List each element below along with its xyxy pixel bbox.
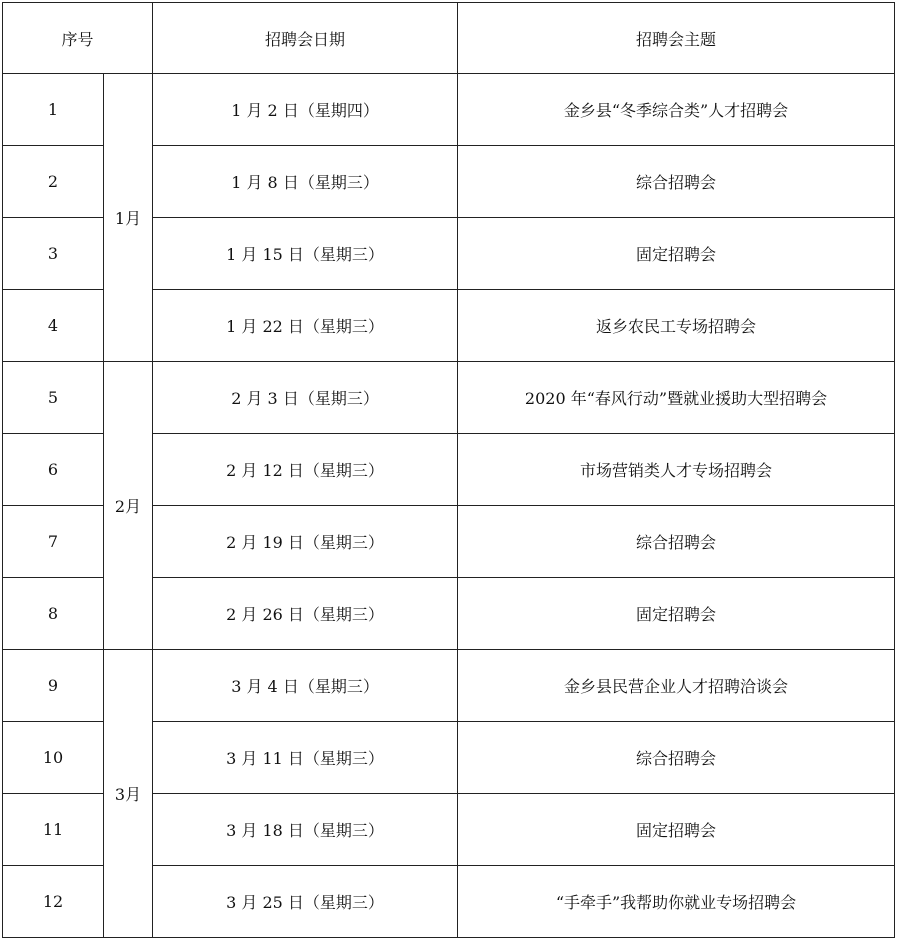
row-date: 2 月 3 日（星期三）: [153, 362, 458, 434]
row-theme: 综合招聘会: [458, 722, 895, 794]
row-theme: 固定招聘会: [458, 218, 895, 290]
row-theme: 综合招聘会: [458, 506, 895, 578]
row-number: 1: [3, 74, 104, 146]
row-number: 6: [3, 434, 104, 506]
row-number: 5: [3, 362, 104, 434]
row-theme: 返乡农民工专场招聘会: [458, 290, 895, 362]
row-number: 12: [3, 866, 104, 938]
row-theme: “手牵手”我帮助你就业专场招聘会: [458, 866, 895, 938]
row-date: 1 月 8 日（星期三）: [153, 146, 458, 218]
row-number: 9: [3, 650, 104, 722]
table-row: [3, 650, 895, 722]
row-number: 7: [3, 506, 104, 578]
row-number: 11: [3, 794, 104, 866]
row-date: 3 月 4 日（星期三）: [153, 650, 458, 722]
row-date: 3 月 11 日（星期三）: [153, 722, 458, 794]
row-date: 2 月 26 日（星期三）: [153, 578, 458, 650]
row-number: 8: [3, 578, 104, 650]
row-theme: 市场营销类人才专场招聘会: [458, 434, 895, 506]
row-date: 1 月 2 日（星期四）: [153, 74, 458, 146]
job-fair-schedule-table: [2, 2, 895, 938]
row-theme: 金乡县民营企业人才招聘洽谈会: [458, 650, 895, 722]
row-date: 3 月 25 日（星期三）: [153, 866, 458, 938]
month-cell: 1月: [104, 74, 153, 362]
row-date: 1 月 22 日（星期三）: [153, 290, 458, 362]
row-date: 3 月 18 日（星期三）: [153, 794, 458, 866]
row-number: 10: [3, 722, 104, 794]
row-theme: 金乡县“冬季综合类”人才招聘会: [458, 74, 895, 146]
row-date: 2 月 19 日（星期三）: [153, 506, 458, 578]
month-cell: 3月: [104, 650, 153, 938]
row-theme: 固定招聘会: [458, 578, 895, 650]
header-date: 招聘会日期: [153, 3, 458, 74]
row-number: 2: [3, 146, 104, 218]
row-date: 1 月 15 日（星期三）: [153, 218, 458, 290]
month-cell: 2月: [104, 362, 153, 650]
row-date: 2 月 12 日（星期三）: [153, 434, 458, 506]
row-theme: 2020 年“春风行动”暨就业援助大型招聘会: [458, 362, 895, 434]
table-row: [3, 74, 895, 146]
header-seq: 序号: [3, 3, 153, 74]
row-theme: 固定招聘会: [458, 794, 895, 866]
table-header-row: [3, 3, 895, 74]
header-theme: 招聘会主题: [458, 3, 895, 74]
row-number: 3: [3, 218, 104, 290]
row-theme: 综合招聘会: [458, 146, 895, 218]
row-number: 4: [3, 290, 104, 362]
table-row: [3, 362, 895, 434]
